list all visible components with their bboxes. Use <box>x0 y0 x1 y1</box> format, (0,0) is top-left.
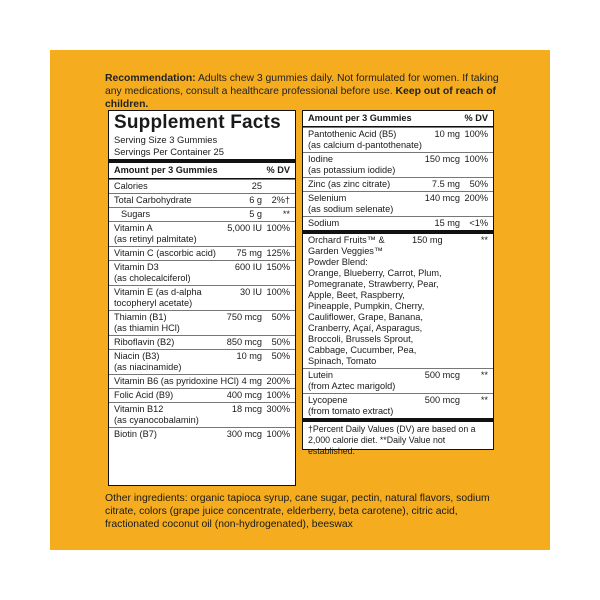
left-nutrient-row <box>109 310 295 335</box>
right-nutrient-row <box>303 152 493 177</box>
nutrient-dv: 50% <box>271 312 290 322</box>
nutrient-dv: 2%† <box>271 195 290 205</box>
nutrient-name <box>114 404 232 426</box>
tail-nutrient-row <box>303 393 493 418</box>
left-nutrient-row <box>109 285 295 310</box>
servings-per-container: Servings Per Container 25 <box>114 145 224 157</box>
facts-header-right <box>303 111 493 126</box>
nutrient-name <box>114 390 227 401</box>
serving-size: Serving Size 3 Gummies <box>114 134 218 145</box>
nutrient-name <box>114 262 235 284</box>
nutrient-name <box>308 193 425 215</box>
nutrient-name <box>308 370 425 392</box>
nutrient-amount: 5 g <box>249 209 262 219</box>
nutrient-name <box>308 154 425 176</box>
nutrient-source: (as thiamin HCl) <box>114 323 180 333</box>
left-nutrient-row <box>109 335 295 349</box>
nutrient-dv: 150% <box>266 262 290 272</box>
nutrient-name <box>114 337 227 348</box>
left-nutrient-row <box>109 246 295 260</box>
nutrient-dv: 200% <box>464 193 488 203</box>
blend-row <box>303 230 493 368</box>
right-tail-list <box>303 368 493 418</box>
nutrient-label: Sugars <box>121 209 151 219</box>
nutrient-amount: 25 <box>251 181 262 191</box>
right-nutrient-row <box>303 216 493 230</box>
nutrient-dv: ** <box>282 209 290 219</box>
nutrient-name <box>114 376 242 387</box>
nutrient-amount: 30 IU <box>240 287 262 297</box>
nutrient-source: (as potassium iodide) <box>308 165 396 175</box>
amount-header: Amount per 3 Gummies <box>114 165 218 175</box>
blend-dv: ** <box>480 235 488 245</box>
nutrient-dv: 100% <box>266 429 290 439</box>
nutrient-label: Calories <box>114 181 148 191</box>
nutrient-dv: 125% <box>266 248 290 258</box>
nutrient-dv: ** <box>480 370 488 380</box>
nutrient-label: Sodium <box>308 218 340 228</box>
facts-title: Supplement Facts <box>114 112 281 133</box>
nutrient-name <box>308 218 434 229</box>
nutrient-name <box>114 312 227 334</box>
nutrient-amount: 5,000 IU <box>227 223 262 233</box>
nutrient-name <box>114 181 252 192</box>
nutrient-dv: ** <box>480 395 488 405</box>
nutrient-amount: 15 mg <box>434 218 460 228</box>
nutrient-name <box>308 179 432 190</box>
nutrient-name <box>114 195 249 206</box>
nutrient-amount: 7.5 mg <box>431 179 460 189</box>
left-nutrient-row <box>109 374 295 388</box>
left-nutrient-row <box>109 349 295 374</box>
nutrient-label: Biotin (B7) <box>114 429 157 439</box>
nutrient-amount: 500 mcg <box>424 395 460 405</box>
nutrient-name <box>308 129 434 151</box>
nutrient-source: (from tomato extract) <box>308 406 394 416</box>
nutrient-label: Niacin (B3) <box>114 351 160 361</box>
nutrient-dv: 100% <box>266 390 290 400</box>
nutrient-label: Total Carbohydrate <box>114 195 192 205</box>
nutrient-source: (as sodium selenate) <box>308 204 394 214</box>
nutrient-amount: 4 mg <box>241 376 262 386</box>
nutrient-amount: 6 g <box>249 195 262 205</box>
nutrient-label: Vitamin B12 <box>114 404 164 414</box>
nutrient-name <box>114 429 227 440</box>
recommendation-label: Recommendation: <box>105 73 196 84</box>
right-nutrient-list <box>303 127 493 230</box>
left-nutrient-row <box>109 207 295 221</box>
nutrient-label: Selenium <box>308 193 347 203</box>
other-ingredients: Other ingredients: organic tapioca syrup, cane sugar, pectin, natural flavors, sodium citrate, colors (grape juice concentrate, elderberry, beta carotene), citric acid, fractionated coconut oil (non-hydrogenated), beeswax <box>105 493 490 530</box>
nutrient-dv: 200% <box>266 376 290 386</box>
right-nutrient-row <box>303 191 493 216</box>
nutrient-label: Folic Acid (B9) <box>114 390 174 400</box>
left-nutrient-row <box>109 221 295 246</box>
nutrient-source: (from Aztec marigold) <box>308 381 396 391</box>
nutrient-dv: 100% <box>464 154 488 164</box>
recommendation-body: Adults chew 3 gummies daily. Not formulated for women. If taking any medications, consult a healthcare professional before use. <box>105 73 499 97</box>
nutrient-label: Iodine <box>308 154 334 164</box>
nutrient-source: tocopheryl acetate) <box>114 298 193 308</box>
nutrient-label: Vitamin C (ascorbic acid) <box>114 248 216 258</box>
supplement-facts-left <box>108 110 296 486</box>
nutrient-source: (as calcium d-pantothenate) <box>308 140 422 150</box>
nutrient-amount: 18 mcg <box>231 404 262 414</box>
nutrient-source: (as retinyl palmitate) <box>114 234 197 244</box>
nutrient-source: (as niacinamide) <box>114 362 182 372</box>
amount-header: Amount per 3 Gummies <box>308 113 412 123</box>
nutrient-label: Vitamin B6 (as pyridoxine HCl) <box>114 376 239 386</box>
left-nutrient-row <box>109 388 295 402</box>
dv-header: % DV <box>266 165 290 175</box>
nutrient-label: Vitamin D3 <box>114 262 159 272</box>
nutrient-name <box>121 209 249 220</box>
blend-ingredients: Orange, Blueberry, Carrot, Plum, Pomegranate, Strawberry, Pear, Apple, Beet, Raspberry, Pineapple, Pumpkin, Cherry, Cauliflower, Grape, Banana, Cranberry, Açaí, Asparagus, Broccoli, Brussels Sprout, Cabbage, Cucumber, Pea, Spinach, Tomato <box>308 268 442 366</box>
nutrient-name <box>114 351 236 373</box>
nutrient-label: Vitamin E (as d-alpha <box>114 287 202 297</box>
nutrient-amount: 300 mcg <box>226 429 262 439</box>
nutrient-amount: 750 mcg <box>226 312 262 322</box>
nutrient-label: Pantothenic Acid (B5) <box>308 129 397 139</box>
nutrient-label: Lutein <box>308 370 334 380</box>
nutrient-dv: 100% <box>266 287 290 297</box>
nutrient-dv <box>262 181 290 192</box>
nutrient-source: (as cholecalciferol) <box>114 273 191 283</box>
nutrient-amount: 600 IU <box>234 262 262 272</box>
nutrient-label: Zinc (as zinc citrate) <box>308 179 391 189</box>
nutrient-name <box>114 248 236 259</box>
supplement-facts-right <box>302 110 494 456</box>
nutrient-amount: 850 mcg <box>226 337 262 347</box>
right-nutrient-row <box>303 127 493 152</box>
facts-header-left <box>109 163 295 178</box>
nutrient-amount: 10 mg <box>236 351 262 361</box>
recommendation-text <box>105 72 505 111</box>
left-nutrient-row <box>109 260 295 285</box>
nutrient-amount: 400 mcg <box>226 390 262 400</box>
nutrient-source: (as cyanocobalamin) <box>114 415 199 425</box>
nutrient-label: Thiamin (B1) <box>114 312 167 322</box>
nutrient-name <box>308 395 425 417</box>
nutrient-label: Riboflavin (B2) <box>114 337 175 347</box>
nutrient-amount: 75 mg <box>236 248 262 258</box>
label-panel <box>50 50 550 550</box>
nutrient-label: Lycopene <box>308 395 348 405</box>
nutrient-dv: 100% <box>266 223 290 233</box>
nutrient-amount: 500 mcg <box>424 370 460 380</box>
children-warning: Keep out of reach of children. <box>105 86 496 110</box>
dv-header: % DV <box>464 113 488 123</box>
nutrient-name <box>114 223 227 245</box>
nutrient-dv: 50% <box>271 351 290 361</box>
right-nutrient-row <box>303 177 493 191</box>
nutrient-dv: 50% <box>271 337 290 347</box>
dv-footnote: †Percent Daily Values (DV) are based on a 2,000 calorie diet. **Daily Value not established. <box>303 418 493 459</box>
nutrient-dv: 100% <box>464 129 488 139</box>
nutrient-dv: 300% <box>266 404 290 414</box>
blend-name: Orchard Fruits™ & Garden Veggies™ Powder Blend: <box>308 235 385 267</box>
left-nutrient-row <box>109 427 295 441</box>
left-nutrient-row <box>109 179 295 193</box>
left-nutrient-list <box>109 179 295 441</box>
nutrient-label: Vitamin A <box>114 223 153 233</box>
nutrient-amount: 140 mcg <box>424 193 460 203</box>
nutrient-dv: <1% <box>469 218 488 228</box>
blend-amount: 150 mg <box>412 235 443 245</box>
left-nutrient-row <box>109 193 295 207</box>
nutrient-dv: 50% <box>469 179 488 189</box>
nutrient-amount: 10 mg <box>434 129 460 139</box>
nutrient-amount: 150 mcg <box>424 154 460 164</box>
left-nutrient-row <box>109 402 295 427</box>
blend-text <box>308 235 488 367</box>
nutrient-name <box>114 287 240 309</box>
tail-nutrient-row <box>303 368 493 393</box>
